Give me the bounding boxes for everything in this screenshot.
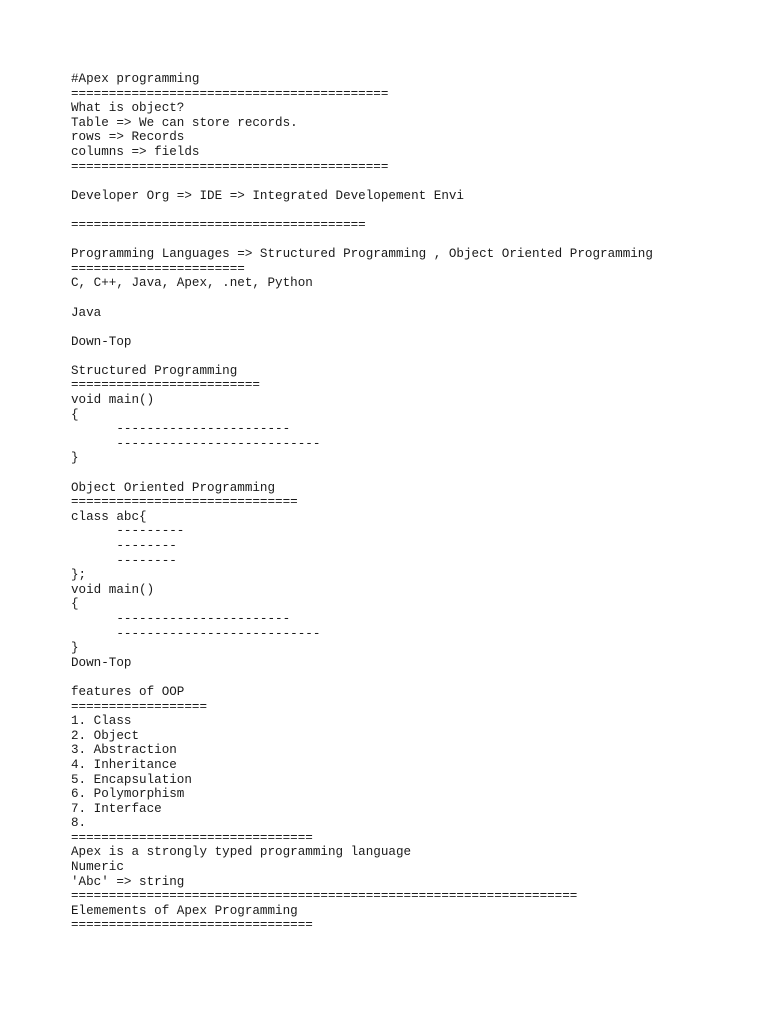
document-line: void main() [71, 393, 155, 408]
document-line: Developer Org => IDE => Integrated Developement Envi [71, 188, 464, 203]
document-line: --------- [71, 524, 185, 539]
document-line: ========================= [71, 378, 260, 393]
document-line: 1. Class [71, 714, 132, 729]
document-line: ================================ [71, 918, 313, 933]
document-line: ================== [71, 699, 208, 714]
document-line: 2. Object [71, 728, 140, 743]
document-line: Structured Programming [71, 363, 238, 378]
document-line [71, 233, 751, 248]
document-line: Programming Languages => Structured Programming , Object Oriented Programming [71, 247, 653, 262]
document-line: Table => We can store records. [71, 115, 298, 130]
document-line: What is object? [71, 101, 185, 116]
document-line: { [71, 597, 79, 612]
document-line: Apex is a strongly typed programming language [71, 845, 412, 860]
document-line: Object Oriented Programming [71, 480, 276, 495]
document-line: 3. Abstraction [71, 743, 177, 758]
document-line [71, 466, 751, 481]
document-line: }; [71, 568, 87, 583]
document-line: 8. [71, 816, 87, 831]
document-line: =================================================================== [71, 889, 578, 904]
document-line [71, 174, 751, 189]
document-line: --------------------------- [71, 626, 321, 641]
document-line: --------------------------- [71, 436, 321, 451]
document-line: -------- [71, 539, 177, 553]
document-line: ========================================== [71, 159, 389, 174]
document-text [71, 72, 751, 933]
document-line: 'Abc' => string [71, 874, 185, 889]
document-line: ============================== [71, 495, 298, 510]
document-line: rows => Records [71, 130, 185, 145]
document-line [71, 349, 751, 364]
document-line [71, 203, 751, 218]
document-line: { [71, 407, 79, 422]
document-line: void main() [71, 582, 155, 597]
document-line [71, 291, 751, 306]
document-line: ================================ [71, 830, 313, 845]
document-line: features of OOP [71, 684, 185, 699]
document-line: 7. Interface [71, 801, 162, 816]
document-line: Down-Top [71, 655, 132, 670]
document-line: 4. Inheritance [71, 757, 177, 772]
document-line: Java [71, 305, 102, 320]
document-line: #Apex programming [71, 72, 200, 86]
document-line: } [71, 451, 79, 466]
document-line: -------- [71, 553, 177, 568]
document-line: ----------------------- [71, 422, 291, 437]
document-line: Numeric [71, 860, 124, 875]
document-line [71, 320, 751, 335]
document-line: 5. Encapsulation [71, 772, 192, 787]
document-line: ----------------------- [71, 611, 291, 626]
document-line: Elemements of Apex Programming [71, 903, 298, 918]
document-line: ======================================= [71, 217, 366, 232]
document-line: 6. Polymorphism [71, 787, 185, 802]
document-line: columns => fields [71, 144, 200, 159]
document-line [71, 670, 751, 685]
document-line: } [71, 641, 79, 656]
document-line: C, C++, Java, Apex, .net, Python [71, 276, 313, 291]
document-line: ======================= [71, 261, 245, 276]
document-line: Down-Top [71, 334, 132, 349]
document-line: ========================================== [71, 86, 389, 101]
document-line: class abc{ [71, 509, 147, 524]
